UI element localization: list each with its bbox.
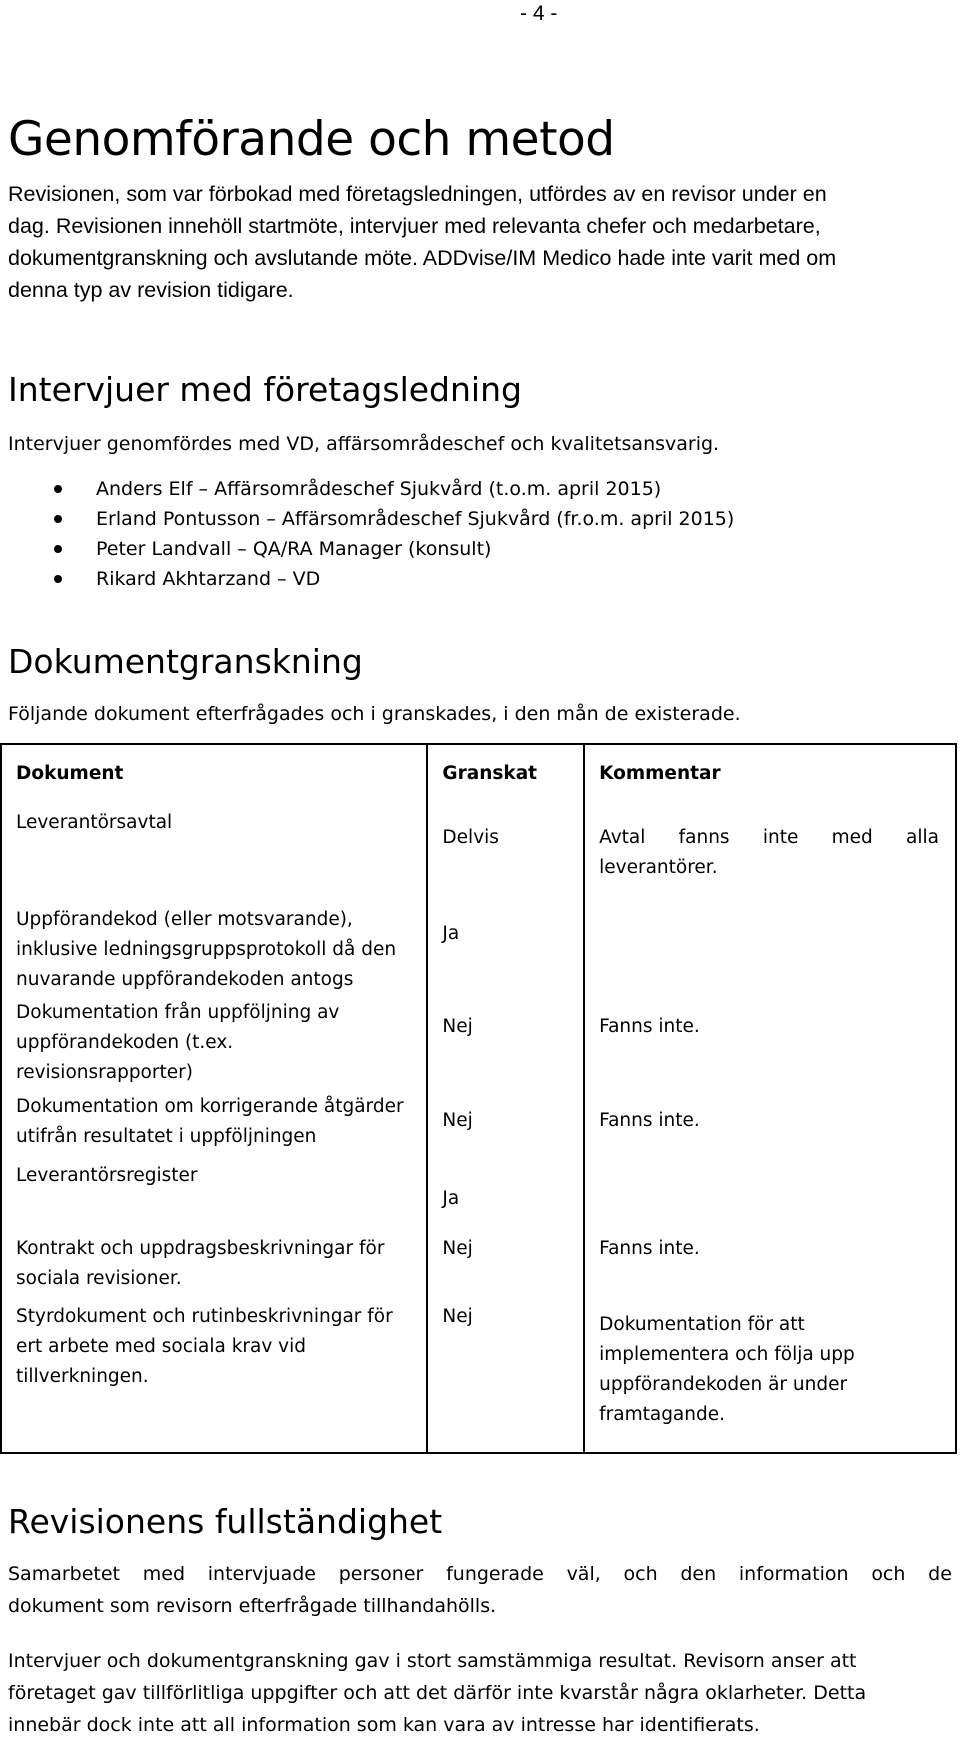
cell-doc [1, 995, 427, 1090]
cell-line: Nej [442, 1238, 473, 1259]
word: intervjuade [207, 1563, 316, 1585]
cell-line: Kontrakt och uppdragsbeskrivningar för [16, 1238, 385, 1259]
cell-line: Uppförandekod (eller motsvarande), [16, 909, 353, 930]
cell-line: ert arbete med sociala krav vid [16, 1336, 307, 1357]
paragraph-line: dag. Revisionen innehöll startmöte, intervjuer med relevanta chefer och medarbetare, [8, 214, 821, 238]
table-row [1, 1158, 956, 1234]
cell-status [427, 1158, 584, 1234]
table-row [1, 803, 956, 899]
cell-line: inklusive ledningsgruppsprotokoll då den [16, 939, 397, 960]
cell-line: Styrdokument och rutinbeskrivningar för [16, 1306, 393, 1327]
list-item: Peter Landvall – QA/RA Manager (konsult) [0, 534, 734, 564]
word: alla [906, 827, 939, 848]
intro-text: Intervjuer genomfördes med VD, affärsområdeschef och kvalitetsansvarig. [8, 433, 720, 455]
fullstandighet-paragraph-1 [8, 1558, 952, 1622]
header-granskat: Granskat [427, 744, 584, 803]
section-genomforande-paragraph [8, 178, 952, 306]
cell-comment [584, 803, 956, 899]
cell-line: uppförandekoden (t.ex. [16, 1032, 234, 1053]
section-title-dokumentgranskning: Dokumentgranskning [8, 642, 363, 681]
section-title-intervjuer: Intervjuer med företagsledning [8, 370, 522, 409]
cell-status [427, 1302, 584, 1453]
cell-line: framtagande. [599, 1404, 726, 1425]
cell-status [427, 995, 584, 1090]
cell-line: Nej [442, 1306, 473, 1327]
comment-line [599, 803, 955, 853]
word: fanns [678, 827, 730, 848]
word: med [831, 827, 873, 848]
cell-line: Ja [442, 923, 460, 944]
cell-doc [1, 803, 427, 899]
word: personer [338, 1563, 424, 1585]
list-item: Erland Pontusson – Affärsområdeschef Sjukvård (fr.o.m. april 2015) [0, 504, 734, 534]
word: och [623, 1563, 658, 1585]
page-number: - 4 - [520, 2, 558, 25]
cell-doc [1, 1158, 427, 1234]
cell-status [427, 899, 584, 995]
cell-line: Nej [442, 1016, 473, 1037]
cell-line: tillverkningen. [16, 1366, 149, 1387]
cell-status [427, 1234, 584, 1302]
list-item: Anders Elf – Affärsområdeschef Sjukvård (t.o.m. april 2015) [0, 474, 734, 504]
cell-doc [1, 1302, 427, 1453]
header-kommentar: Kommentar [584, 744, 956, 803]
word: information [738, 1563, 849, 1585]
cell-comment [584, 1090, 956, 1158]
paragraph-line: denna typ av revision tidigare. [8, 278, 294, 302]
cell-line: Fanns inte. [599, 1238, 700, 1259]
word: med [142, 1563, 186, 1585]
fullstandighet-paragraph-2 [8, 1645, 952, 1741]
cell-comment [584, 995, 956, 1090]
paragraph-line: Intervjuer och dokumentgranskning gav i stort samstämmiga resultat. Revisorn anser att [8, 1650, 857, 1672]
paragraph-line: dokumentgranskning och avslutande möte. ADDvise/IM Medico hade inte varit med om [8, 246, 837, 270]
intro-text: Följande dokument efterfrågades och i granskades, i den mån de existerade. [8, 703, 741, 725]
table-row [1, 1234, 956, 1302]
dokumentgranskning-intro [8, 698, 952, 730]
comment-line: leverantörer. [599, 857, 718, 878]
cell-comment [584, 1302, 956, 1453]
cell-line: Fanns inte. [599, 1110, 700, 1131]
intervjuer-intro [8, 428, 952, 460]
cell-line: nuvarande uppförandekoden antogs [16, 969, 354, 990]
cell-line: Leverantörsregister [16, 1165, 198, 1186]
table-row [1, 995, 956, 1090]
cell-doc [1, 1090, 427, 1158]
paragraph-line [8, 1558, 952, 1590]
cell-line: sociala revisioner. [16, 1268, 182, 1289]
cell-comment [584, 1234, 956, 1302]
word: Avtal [599, 827, 646, 848]
cell-status [427, 1090, 584, 1158]
word: de [928, 1563, 952, 1585]
cell-line: implementera och följa upp [599, 1344, 855, 1365]
cell-line: uppförandekoden är under [599, 1374, 848, 1395]
cell-line: Nej [442, 1110, 473, 1131]
cell-comment [584, 899, 956, 995]
table-row [1, 899, 956, 995]
cell-line: Dokumentation från uppföljning av [16, 1002, 340, 1023]
paragraph-line: dokument som revisorn efterfrågade tillhandahölls. [8, 1595, 497, 1617]
word: och [871, 1563, 906, 1585]
word: väl, [566, 1563, 601, 1585]
word: inte [762, 827, 799, 848]
table-header-row [1, 744, 956, 803]
paragraph-line: företaget gav tillförlitliga uppgifter och att det därför inte kvarstår några oklarheter. Detta [8, 1682, 867, 1704]
cell-line: revisionsrapporter) [16, 1062, 193, 1083]
cell-line: Leverantörsavtal [16, 812, 173, 833]
word: fungerade [446, 1563, 544, 1585]
cell-line: Delvis [442, 827, 499, 848]
cell-doc [1, 1234, 427, 1302]
interview-list [0, 474, 734, 594]
cell-line: Fanns inte. [599, 1016, 700, 1037]
cell-line: Dokumentation om korrigerande åtgärder [16, 1096, 404, 1117]
cell-doc [1, 899, 427, 995]
cell-line: utifrån resultatet i uppföljningen [16, 1126, 317, 1147]
section-title-genomforande: Genomförande och metod [8, 112, 615, 167]
cell-line: Ja [442, 1188, 460, 1209]
paragraph-line: innebär dock inte att all information som kan vara av intresse har identifierats. [8, 1714, 760, 1736]
table-row [1, 1090, 956, 1158]
cell-line: Dokumentation för att [599, 1314, 805, 1335]
word: den [680, 1563, 717, 1585]
header-dokument: Dokument [1, 744, 427, 803]
table-row [1, 1302, 956, 1453]
section-title-fullstandighet: Revisionens fullständighet [8, 1502, 443, 1541]
paragraph-line: Revisionen, som var förbokad med företagsledningen, utfördes av en revisor under en [8, 182, 827, 206]
cell-comment [584, 1158, 956, 1234]
cell-status [427, 803, 584, 899]
word: Samarbetet [8, 1563, 121, 1585]
document-table [0, 743, 957, 1454]
list-item: Rikard Akhtarzand – VD [0, 564, 734, 594]
